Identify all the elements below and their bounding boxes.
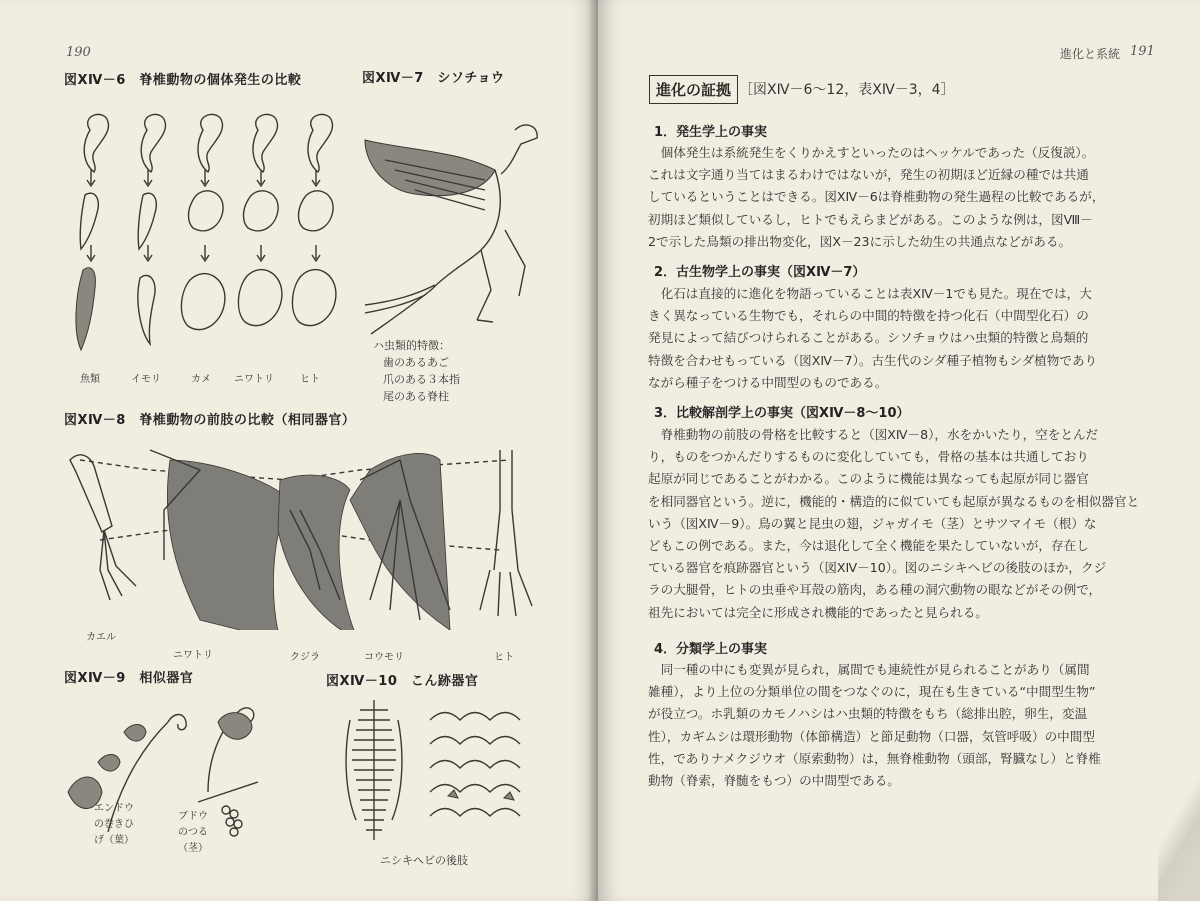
embryo-row-late [76, 268, 336, 350]
fig6-label-human: ヒト [300, 374, 320, 385]
embryo-row-middle [80, 191, 333, 249]
text-line: 性，でありナメクジウオ（原索動物）は，無脊椎動物（頭部，腎臓なし）と脊椎 [648, 750, 1101, 766]
fig6-label-chicken: ニワトリ [234, 374, 274, 385]
fig8-caption: 図XⅣ－8 脊椎動物の前肢の比較（相同器官） [64, 413, 356, 428]
fig7-note [373, 337, 460, 405]
text-line: が役立つ。ホ乳類のカモノハシはハ虫類的特徴をもち（総排出腔，卵生，変温 [648, 706, 1088, 722]
text-line: 個体発生は系統発生をくりかえすといったのはヘッケルであった（反復説）。 [660, 145, 1095, 160]
embryo-comparison-drawing [55, 100, 355, 370]
heading-taxonomy: 4．分類学上の事実 [654, 642, 768, 657]
left-page [0, 0, 598, 901]
text-line: 特徴を合わせもっている（図XⅣ－7）。古生代のシダ種子植物もシダ植物であり [648, 352, 1098, 368]
human-arm [480, 450, 532, 616]
heading-embryology: 1．発生学上の事実 [654, 125, 768, 140]
text-line: ラの大腿骨，ヒトの虫垂や耳殻の筋肉，ある種の洞穴動物の眼などがその例で， [648, 582, 1102, 598]
fig9-label-pea-line: の巻きひ [94, 819, 134, 830]
right-page [598, 0, 1200, 901]
fig9-label-grape-line: ブドウ [178, 811, 208, 822]
text-line: ている器官を痕跡器官という（図XⅣ－10）。図のニシキヘビの後肢のほか，クジ [648, 560, 1107, 576]
text-line: 同一種の中にも変異が見られ，属間でも連続性が見られることがあり（属間 [660, 662, 1090, 677]
fig9-label-grape [178, 809, 208, 857]
running-head: 進化と系統 [1060, 47, 1121, 61]
fig8-label-bat: コウモリ [364, 652, 404, 663]
fig8-label-whale: クジラ [290, 652, 320, 663]
text-line: これは文字通り当てはまるわけではないが，発生の初期ほど近縁の種では共通 [648, 167, 1089, 183]
paragraph-taxonomy [648, 659, 1158, 792]
fig6-label-fish: 魚類 [80, 374, 100, 385]
page-number-right: 191 [1130, 44, 1155, 59]
text-line: 性），カギムシは環形動物（体節構造）と節足動物（口器，気管呼吸）の中間型 [648, 728, 1095, 744]
fig6-label-turtle: カメ [191, 374, 211, 385]
fig7-caption: 図XⅣ－7 シソチョウ [362, 71, 505, 86]
heading-comparative-anatomy: 3．比較解剖学上の事実（図XⅣ－8～10） [654, 406, 910, 421]
fig9-label-pea-line: エンドウ [94, 803, 134, 814]
text-line: 祖先においては完全に形成され機能的であったと見られる。 [648, 604, 988, 620]
page-number-left: 190 [66, 45, 91, 60]
python-scales [430, 713, 520, 817]
fig9-label-grape-line: （茎） [178, 843, 208, 854]
text-line: きく異なっている生物でも，それらの中間的特徴を持つ化石（中間型化石）の [648, 308, 1089, 324]
forelimb-comparison-drawing [60, 440, 540, 630]
section-refs: ［図XⅣ－6～12，表XⅣ－3，4］ [739, 82, 955, 98]
text-line: ながら種子をつける中間型のものである。 [648, 374, 888, 390]
text-line: り，ものをつかんだりするものに変化していても，骨格の基本は共通しており [648, 449, 1089, 465]
fig7-note-line: ハ虫類的特徴： [373, 339, 450, 352]
development-arrows [87, 170, 320, 261]
text-line: 動物（脊索，脊髄をもつ）の中間型である。 [648, 773, 900, 789]
fig9-label-grape-line: のつる [178, 827, 208, 838]
text-line: 化石は直接的に進化を物語っていることは表XⅣ－1でも見た。現在では，大 [660, 286, 1092, 301]
chicken-wing [150, 450, 290, 630]
text-line: 初期ほど類似しているし，ヒトでもえらまどがある。このような例は，図Ⅷ－ [648, 211, 1093, 227]
frog-forelimb [70, 455, 136, 600]
fig8-label-frog: カエル [86, 632, 116, 643]
text-line: しているということはできる。図XⅣ－6は脊椎動物の発生過程の比較であるが， [648, 189, 1105, 205]
text-line: を相同器官という。逆に，機能的・構造的に似ていても起原が異なるものを相似器官と [648, 493, 1140, 509]
paragraph-paleontology [648, 283, 1158, 394]
page-curl-shadow [1158, 760, 1200, 901]
embryo-row-early [84, 114, 332, 172]
section-title: 進化の証拠 [649, 75, 738, 104]
vestigial-organ-drawing [340, 700, 530, 850]
fig8-label-human: ヒト [494, 652, 514, 663]
fig6-label-newt: イモリ [131, 374, 161, 385]
text-line: どもこの例である。また，今は退化して全く機能を果たしていないが，存在し [648, 538, 1089, 554]
fig8-label-chicken: ニワトリ [173, 650, 213, 661]
text-line: いう（図XⅣ－9）。鳥の翼と昆虫の翅，ジャガイモ（茎）とサツマイモ（根）な [648, 515, 1097, 531]
text-line: 脊椎動物の前肢の骨格を比較すると（図XⅣ－8），水をかいたり，空をとんだ [660, 427, 1099, 442]
tendril-comparison-drawing [58, 692, 268, 842]
paragraph-comparative-anatomy [648, 424, 1158, 624]
bat-wing [350, 453, 450, 630]
paragraph-embryology [648, 142, 1158, 253]
whale-flipper [278, 475, 358, 630]
fig6-caption: 図XⅣ－6 脊椎動物の個体発生の比較 [64, 73, 302, 88]
fig9-label-pea [94, 801, 134, 849]
text-line: 2で示した鳥類の排出物変化，図X－23に示した幼生の共通点などがある。 [648, 233, 1072, 249]
text-line: 起原が同じであることがわかる。このように機能は異なっても起原が同じ器官 [648, 471, 1089, 487]
heading-paleontology: 2．古生物学上の事実（図XⅣ－7） [654, 265, 866, 280]
text-line: 発見によって結びつけられることがある。シソチョウはハ虫類的特徴と鳥類的 [648, 330, 1089, 346]
fig10-label: ニシキヘビの後肢 [380, 854, 468, 867]
fig7-note-line: 爪のある３本指 [383, 373, 460, 386]
python-skeleton [346, 700, 402, 840]
fig7-note-line: 尾のある脊柱 [383, 390, 449, 403]
fig10-caption: 図XⅣ－10 こん跡器官 [326, 674, 479, 689]
archaeopteryx-drawing [355, 110, 555, 335]
fig9-label-pea-line: げ（葉） [94, 835, 134, 846]
fig7-note-line: 歯のあるあご [383, 356, 449, 369]
fig9-caption: 図XⅣ－9 相似器官 [64, 671, 194, 686]
text-line: 雑種），より上位の分類単位の間をつなぐのに，現在も生きている“中間型生物” [648, 684, 1096, 700]
